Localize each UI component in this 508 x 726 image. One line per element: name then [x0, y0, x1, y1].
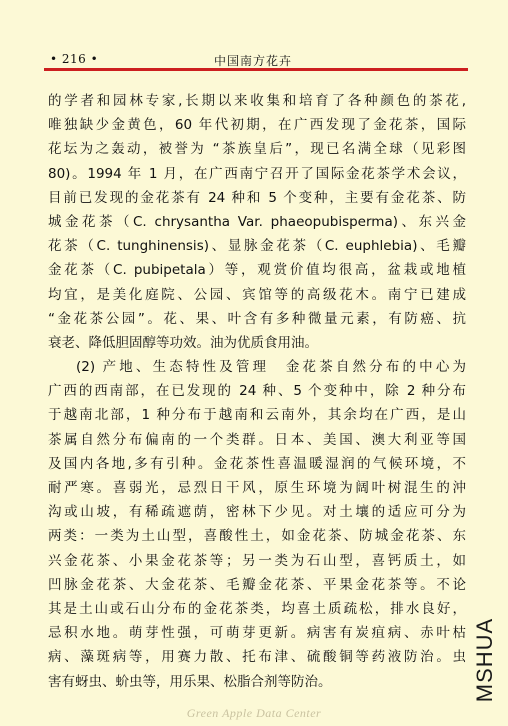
- text-line: 其是土山或石山分布的金花茶类，均喜土质疏松，排水良好，: [48, 600, 466, 617]
- header-rule: [44, 68, 468, 71]
- text-line: 于越南北部，1 种分布于越南和云南外，其余均在广西，是山: [48, 407, 466, 424]
- text-line: 两类：一类为土山型，喜酸性土，如金花茶、防城金花茶、东: [48, 528, 466, 545]
- text-line: 病、藻斑病等，用赛力散、托布津、硫酸铜等药液防治。虫: [48, 649, 466, 666]
- text-line: 沟或山坡，有稀疏遮荫，密林下少见。对土壤的适应可分为: [48, 504, 466, 521]
- text-line: 唯独缺少金黄色，60 年代初期，在广西发现了金花茶，国际: [48, 117, 466, 134]
- bottom-watermark: Green Apple Data Center: [186, 706, 322, 720]
- text-line: 城金花茶（C. chrysantha Var. phaeopubisperma)、东兴金: [48, 213, 466, 230]
- text-line: 衰老、降低胆固醇等功效。油为优质食用油。: [48, 334, 318, 351]
- text-line: 耐严寒。喜弱光，忌烈日干风，原生环境为阔叶树混生的沖: [48, 480, 466, 496]
- text-line: (2) 产地、生态特性及管理 金花茶自然分布的中心为: [76, 359, 466, 376]
- text-line: 凹脉金花茶、大金花茶、毛瓣金花茶、平果金花茶等。不论: [48, 576, 466, 593]
- text-line: “金花茶公园”。花、果、叶含有多种微量元素，有防癌、抗: [48, 310, 466, 327]
- text-line: 广西的西南部，在已发现的 24 种、5 个变种中，除 2 种分布: [48, 383, 466, 400]
- text-line: 目前已发现的金花茶有 24 种和 5 个变种，主要有金花茶、防: [48, 189, 466, 206]
- text-line: 的学者和园林专家,长期以来收集和培育了各种颜色的茶花,: [48, 93, 466, 109]
- text-line: 花茶（C. tunghinensis)、显脉金花茶（C. euphlebia)、毛瓣: [48, 238, 466, 255]
- text-line: 忌积水地。萌芽性强，可萌芽更新。病害有炭疽病、赤叶枯: [48, 625, 466, 642]
- text-line: 及国内各地,多有引种。金花茶性喜温暖湿润的气候环境，不: [48, 455, 466, 472]
- book-title: 中国南方花卉: [214, 54, 293, 68]
- text-line: 金花茶（C. pubipetala）等，观赏价值均很高，盆栽或地植: [48, 262, 466, 279]
- text-line: 80)。1994 年 1 月，在广西南宁召开了国际金花茶学术会议，: [48, 165, 466, 182]
- text-line: 害有蚜虫、蚧虫等，用乐果、松脂合剂等防治。: [48, 673, 332, 690]
- text-line: 花坛为之轰动，被誉为 “茶族皇后”，现已名满全球（见彩图: [48, 141, 466, 158]
- text-line: 兴金花茶、小果金花茶等；另一类为石山型，喜钙质土，如: [48, 552, 466, 569]
- page-number: • 216 •: [50, 52, 99, 66]
- side-watermark-text: MSHUA: [472, 617, 497, 703]
- side-watermark: [472, 610, 498, 710]
- text-line: 茶属自然分布偏南的一个类群。日本、美国、澳大利亚等国: [48, 431, 466, 448]
- text-line: 均宜，是美化庭院、公园、宾馆等的高级花木。南宁已建成: [48, 286, 466, 303]
- body-text: [48, 89, 466, 694]
